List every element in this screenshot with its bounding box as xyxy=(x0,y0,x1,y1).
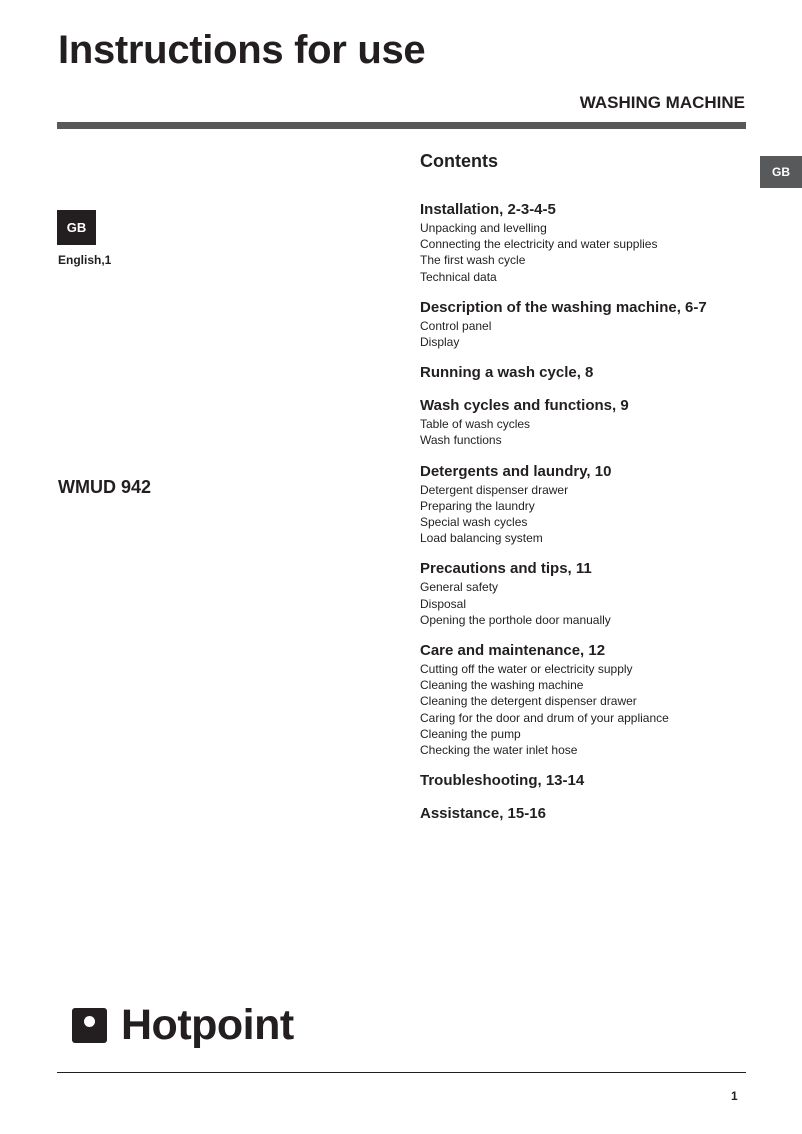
toc-section xyxy=(420,298,760,350)
toc-item: Checking the water inlet hose xyxy=(420,743,578,758)
header-divider xyxy=(57,122,746,129)
language-badge: GB xyxy=(57,210,96,245)
toc-section-title: Precautions and tips, 11 xyxy=(420,560,592,578)
toc-item: Cleaning the pump xyxy=(420,726,521,741)
language-label: English,1 xyxy=(58,253,112,267)
toc-item: General safety xyxy=(420,580,499,595)
language-side-tab: GB xyxy=(760,156,802,188)
toc-section xyxy=(420,363,760,383)
toc-item: Cleaning the detergent dispenser drawer xyxy=(420,694,637,709)
toc-item: Cleaning the washing machine xyxy=(420,678,584,693)
toc-item: The first wash cycle xyxy=(420,253,526,268)
toc-section-title: Description of the washing machine, 6-7 xyxy=(420,298,707,316)
contents-heading: Contents xyxy=(420,151,498,171)
model-number: WMUD 942 xyxy=(58,477,152,497)
product-type: WASHING MACHINE xyxy=(579,93,745,112)
hotpoint-logo-icon xyxy=(72,1008,107,1043)
toc-section xyxy=(420,641,760,758)
toc-section xyxy=(420,804,760,824)
toc-section-title: Troubleshooting, 13-14 xyxy=(420,772,585,790)
toc-item: Table of wash cycles xyxy=(420,417,531,432)
toc-item: Wash functions xyxy=(420,433,502,448)
page-number: 1 xyxy=(731,1089,738,1103)
toc-item: Detergent dispenser drawer xyxy=(420,482,569,497)
toc-item: Special wash cycles xyxy=(420,515,528,530)
footer-divider xyxy=(57,1072,746,1073)
toc-item: Unpacking and levelling xyxy=(420,221,547,235)
table-of-contents xyxy=(420,200,760,837)
toc-item: Preparing the laundry xyxy=(420,498,535,513)
brand-name: Hotpoint xyxy=(121,1001,294,1049)
toc-item: Control panel xyxy=(420,318,492,333)
toc-item: Display xyxy=(420,335,460,350)
toc-section xyxy=(420,462,760,547)
toc-section xyxy=(420,559,760,628)
toc-item: Caring for the door and drum of your appliance xyxy=(420,710,669,725)
toc-section-title: Assistance, 15-16 xyxy=(420,805,546,823)
toc-item: Load balancing system xyxy=(420,531,543,546)
toc-section xyxy=(420,200,760,285)
page-title: Instructions for use xyxy=(58,28,426,72)
toc-item: Connecting the electricity and water supplies xyxy=(420,237,658,252)
toc-section-title: Care and maintenance, 12 xyxy=(420,642,606,660)
toc-item: Opening the porthole door manually xyxy=(420,612,611,627)
toc-item: Disposal xyxy=(420,596,467,611)
toc-section-title: Wash cycles and functions, 9 xyxy=(420,397,629,415)
toc-section-title: Installation, 2-3-4-5 xyxy=(420,201,556,218)
toc-section xyxy=(420,771,760,791)
toc-section xyxy=(420,396,760,448)
toc-section-title: Detergents and laundry, 10 xyxy=(420,462,612,480)
toc-item: Technical data xyxy=(420,269,497,284)
toc-item: Cutting off the water or electricity supply xyxy=(420,662,633,677)
toc-section-title: Running a wash cycle, 8 xyxy=(420,364,594,382)
brand-logo xyxy=(72,1000,294,1050)
